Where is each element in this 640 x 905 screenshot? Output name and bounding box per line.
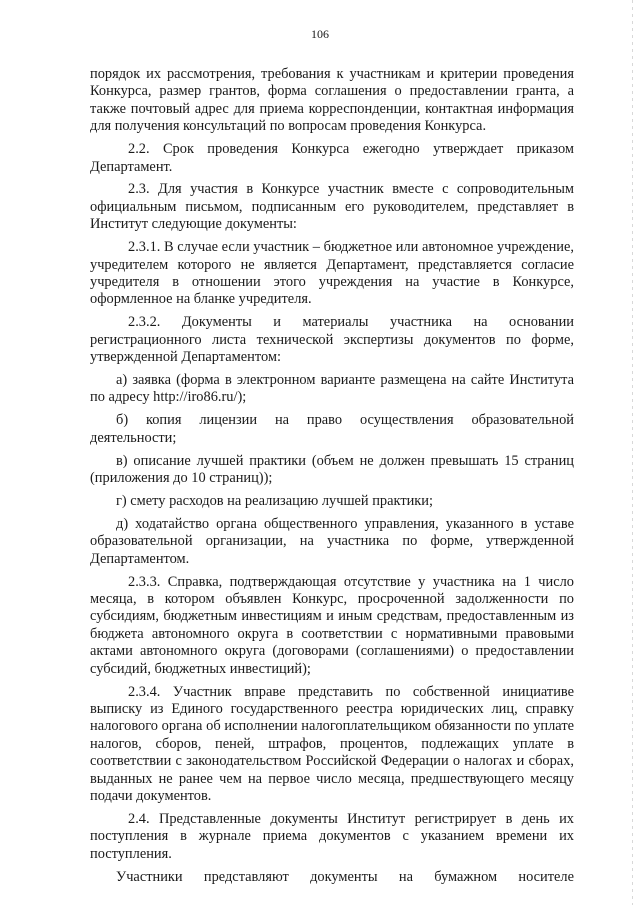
paragraph-2-2: 2.2. Срок проведения Конкурса ежегодно утверждает приказом Департамент. (90, 141, 574, 175)
page-number: 106 (311, 27, 329, 41)
list-item-b: б) копия лицензии на право осуществления образовательной деятельности; (90, 412, 574, 446)
paragraph-2-3-4: 2.3.4. Участник вправе представить по собственной инициативе выписку из Единого государственного реестра юридических лиц, справку налогового органа об исполнении налогоплательщиком обязанности по уплате налогов, сборов, пеней, штрафов, процентов, подлежащих уплате в соответствии с законодательством Российской Федерации о налогах и сборах, выданных не ранее чем на первое число месяца, предшествующего месяцу подачи документов. (90, 683, 574, 804)
list-item-a: а) заявка (форма в электронном варианте размещена на сайте Института по адресу http://iro86.ru/); (90, 372, 574, 406)
paragraph-2-3: 2.3. Для участия в Конкурсе участник вместе с сопроводительным официальным письмом, подписанным его руководителем, представляет в Институт следующие документы: (90, 181, 574, 233)
paragraph-2-3-3: 2.3.3. Справка, подтверждающая отсутствие у участника на 1 число месяца, в котором объявлен Конкурс, просроченной задолженности по субсидиям, бюджетным инвестициям и иным средствам, предоставленным из бюджета автономного округа в соответствии с нормативными правовыми актами автономного округа (договорами (соглашениями) о предоставлении субсидий, бюджетных инвестиций); (90, 573, 574, 677)
paragraph-2-3-2: 2.3.2. Документы и материалы участника на основании регистрационного листа технической экспертизы документов по форме, утвержденной Департаментом: (90, 314, 574, 366)
paragraph-participants: Участники представляют документы на бумажном носителе (116, 868, 574, 885)
list-item-g: г) смету расходов на реализацию лучшей практики; (116, 492, 433, 509)
list-item-v: в) описание лучшей практики (объем не должен превышать 15 страниц (приложения до 10 страниц)); (90, 452, 574, 487)
paragraph-2-3-1: 2.3.1. В случае если участник – бюджетное или автономное учреждение, учредителем которого не является Департамент, представляется согласие учредителя в отношении этого учреждения на участие в Конкурсе, оформленное на бланке учредителя. (90, 239, 574, 308)
document-body (90, 66, 574, 891)
paragraph-continuation: порядок их рассмотрения, требования к участникам и критерии проведения Конкурса, размер грантов, форма соглашения о предоставлении гранта, а также почтовый адрес для приема корреспонденции, контактная информация для получения консультаций по вопросам проведения Конкурса. (90, 66, 574, 135)
paragraph-2-4: 2.4. Представленные документы Институт регистрирует в день их поступления в журнале приема документов с указанием времени их поступления. (90, 810, 574, 862)
page-edge-divider (632, 0, 633, 905)
list-item-d: д) ходатайство органа общественного управления, указанного в уставе образовательной организации, на участника по форме, утвержденной Департаментом. (90, 515, 574, 567)
